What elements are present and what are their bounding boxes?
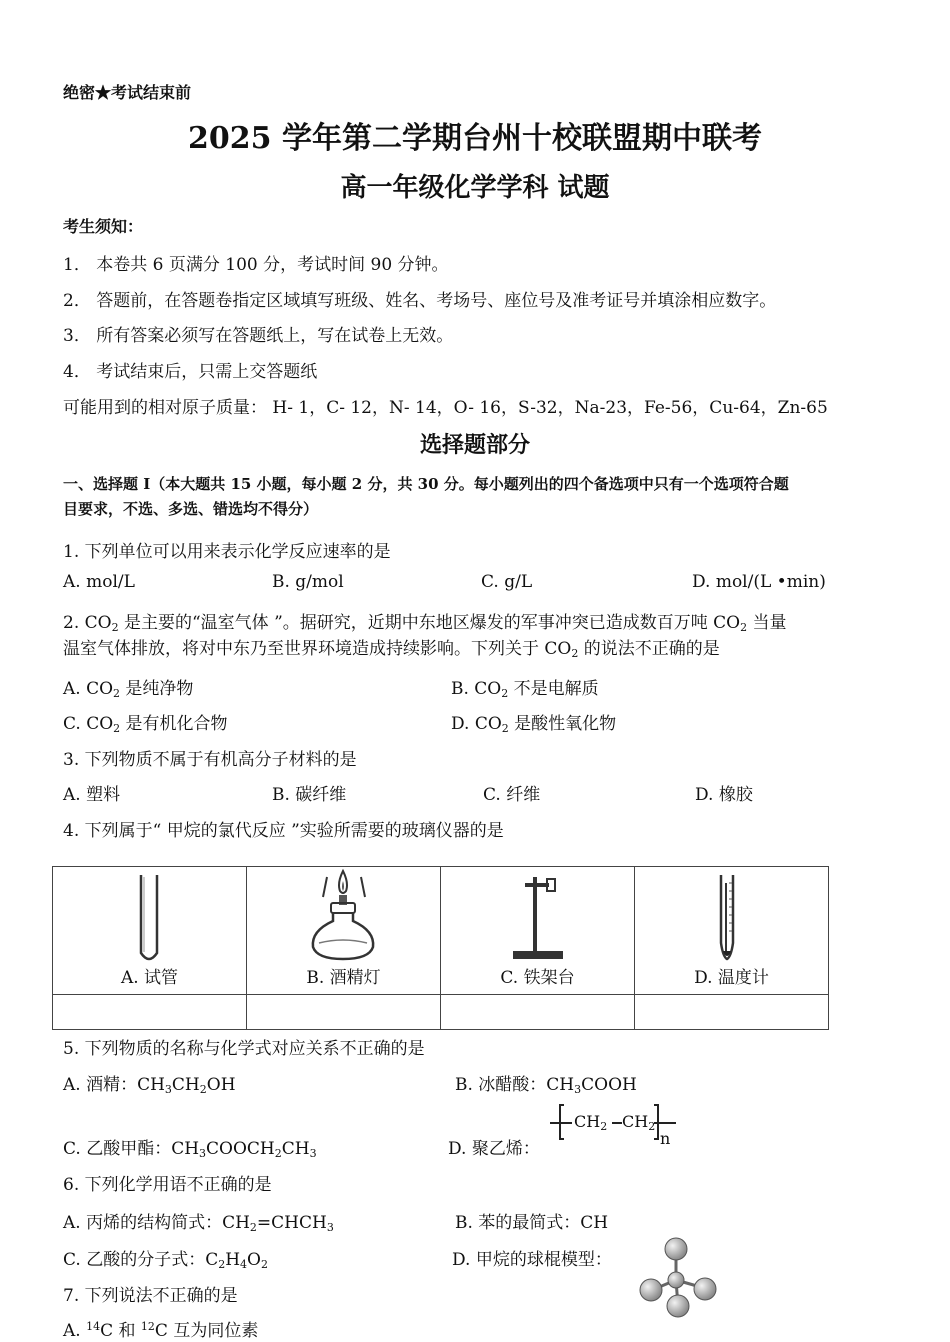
q6-option-c: C. 乙酸的分子式：$C_2H_4O_2$ — [63, 1250, 268, 1271]
q7-option-a: A. $^{14}$C 和 $^{12}$C 互为同位素 — [63, 1320, 259, 1341]
apparatus-empty-cell — [635, 995, 829, 1030]
apparatus-table — [52, 866, 829, 1030]
section-title: 选择题部分 — [419, 432, 530, 458]
question-3-stem: 3. 下列物质不属于有机高分子材料的是 — [63, 750, 357, 770]
q1-option-b: B. g/mol — [272, 572, 344, 592]
notice-item: 1． 本卷共 6 页满分 100 分，考试时间 90 分钟。 — [63, 255, 449, 275]
apparatus-empty-cell — [441, 995, 635, 1030]
confidential-mark: 绝密★考试结束前 — [63, 83, 192, 102]
q6-option-a: A. 丙烯的结构简式：$CH_2=CHCH_3$ — [63, 1213, 334, 1234]
q5-option-d-label: D. 聚乙烯： — [448, 1139, 540, 1159]
q2-option-c: C. $CO_2$ 是有机化合物 — [63, 714, 228, 735]
polymer-unit-1: $CH_2$ — [574, 1112, 608, 1133]
notice-item: 3． 所有答案必须写在答题纸上，写在试卷上无效。 — [63, 326, 454, 346]
notice-heading: 考生须知： — [63, 217, 144, 236]
atomic-masses: 可能用到的相对原子质量： H- 1，C- 12，N- 14，O- 16，S-32，Na-23，Fe-56，Cu-64，Zn-65 — [63, 398, 828, 418]
exam-title: 2025 学年第二学期台州十校联盟期中联考 — [188, 121, 762, 156]
q6-option-d: D. 甲烷的球棍模型： — [452, 1250, 612, 1270]
part1-instructions-cont: 目要求，不选、多选、错选均不得分） — [63, 500, 319, 518]
apparatus-cell-d — [635, 867, 829, 995]
q2-option-a: A. $CO_2$ 是纯净物 — [63, 679, 194, 700]
question-2-stem-cont: 温室气体排放，将对中东乃至世界环境造成持续影响。下列关于 $CO_2$ 的说法不正确的是 — [63, 639, 720, 660]
q3-option-c: C. 纤维 — [483, 785, 541, 805]
q1-option-a: A. mol/L — [63, 572, 135, 592]
q1-option-d: D. mol/(L •min) — [692, 572, 826, 592]
apparatus-cell-c — [441, 867, 635, 995]
q5-option-b: B. 冰醋酸：$CH_3COOH$ — [455, 1075, 637, 1096]
polyethylene-structure — [550, 1101, 682, 1151]
question-7-stem: 7. 下列说法不正确的是 — [63, 1286, 238, 1306]
iron-stand-icon — [441, 873, 634, 963]
q3-option-b: B. 碳纤维 — [272, 785, 347, 805]
apparatus-cell-b — [247, 867, 441, 995]
methane-ball-stick-icon — [636, 1236, 720, 1320]
q6-option-b: B. 苯的最简式：CH — [455, 1213, 609, 1233]
question-5-stem: 5. 下列物质的名称与化学式对应关系不正确的是 — [63, 1039, 425, 1059]
q5-option-c: C. 乙酸甲酯：$CH_3COOCH_2CH_3$ — [63, 1139, 317, 1160]
apparatus-label: A. 试管 — [120, 968, 179, 988]
q5-option-a: A. 酒精：$CH_3CH_2OH$ — [63, 1075, 236, 1096]
notice-item: 4． 考试结束后，只需上交答题纸 — [63, 362, 318, 382]
q3-option-a: A. 塑料 — [63, 785, 121, 805]
q1-option-c: C. g/L — [481, 572, 533, 592]
apparatus-label: B. 酒精灯 — [306, 968, 381, 988]
polymer-unit-2: $CH_2$ — [622, 1112, 656, 1133]
question-2-stem: 2. $CO_2$ 是主要的“温室气体 ”。据研究，近期中东地区爆发的军事冲突已造成数百万吨 $CO_2$ 当量 — [63, 613, 787, 634]
question-6-stem: 6. 下列化学用语不正确的是 — [63, 1175, 272, 1195]
question-1-stem: 1. 下列单位可以用来表示化学反应速率的是 — [63, 542, 391, 562]
alcohol-lamp-icon — [247, 867, 440, 963]
q3-option-d: D. 橡胶 — [695, 785, 753, 805]
thermometer-icon — [635, 873, 828, 963]
test-tube-icon — [53, 873, 246, 963]
apparatus-label: D. 温度计 — [694, 968, 769, 988]
q2-option-d: D. $CO_2$ 是酸性氧化物 — [451, 714, 617, 735]
apparatus-empty-cell — [247, 995, 441, 1030]
apparatus-label: C. 铁架台 — [500, 968, 575, 988]
notice-item: 2． 答题前，在答题卷指定区域填写班级、姓名、考场号、座位号及准考证号并填涂相应数字。 — [63, 291, 777, 311]
exam-subtitle: 高一年级化学学科 试题 — [340, 173, 610, 203]
apparatus-cell-a — [53, 867, 247, 995]
part1-instructions: 一、选择题 Ⅰ（本大题共 15 小题，每小题 2 分，共 30 分。每小题列出的四个备选项中只有一个选项符合题 — [63, 475, 789, 493]
question-4-stem: 4. 下列属于“ 甲烷的氯代反应 ”实验所需要的玻璃仪器的是 — [63, 821, 504, 841]
polymer-n: n — [660, 1129, 671, 1148]
apparatus-empty-cell — [53, 995, 247, 1030]
q2-option-b: B. $CO_2$ 不是电解质 — [451, 679, 599, 700]
